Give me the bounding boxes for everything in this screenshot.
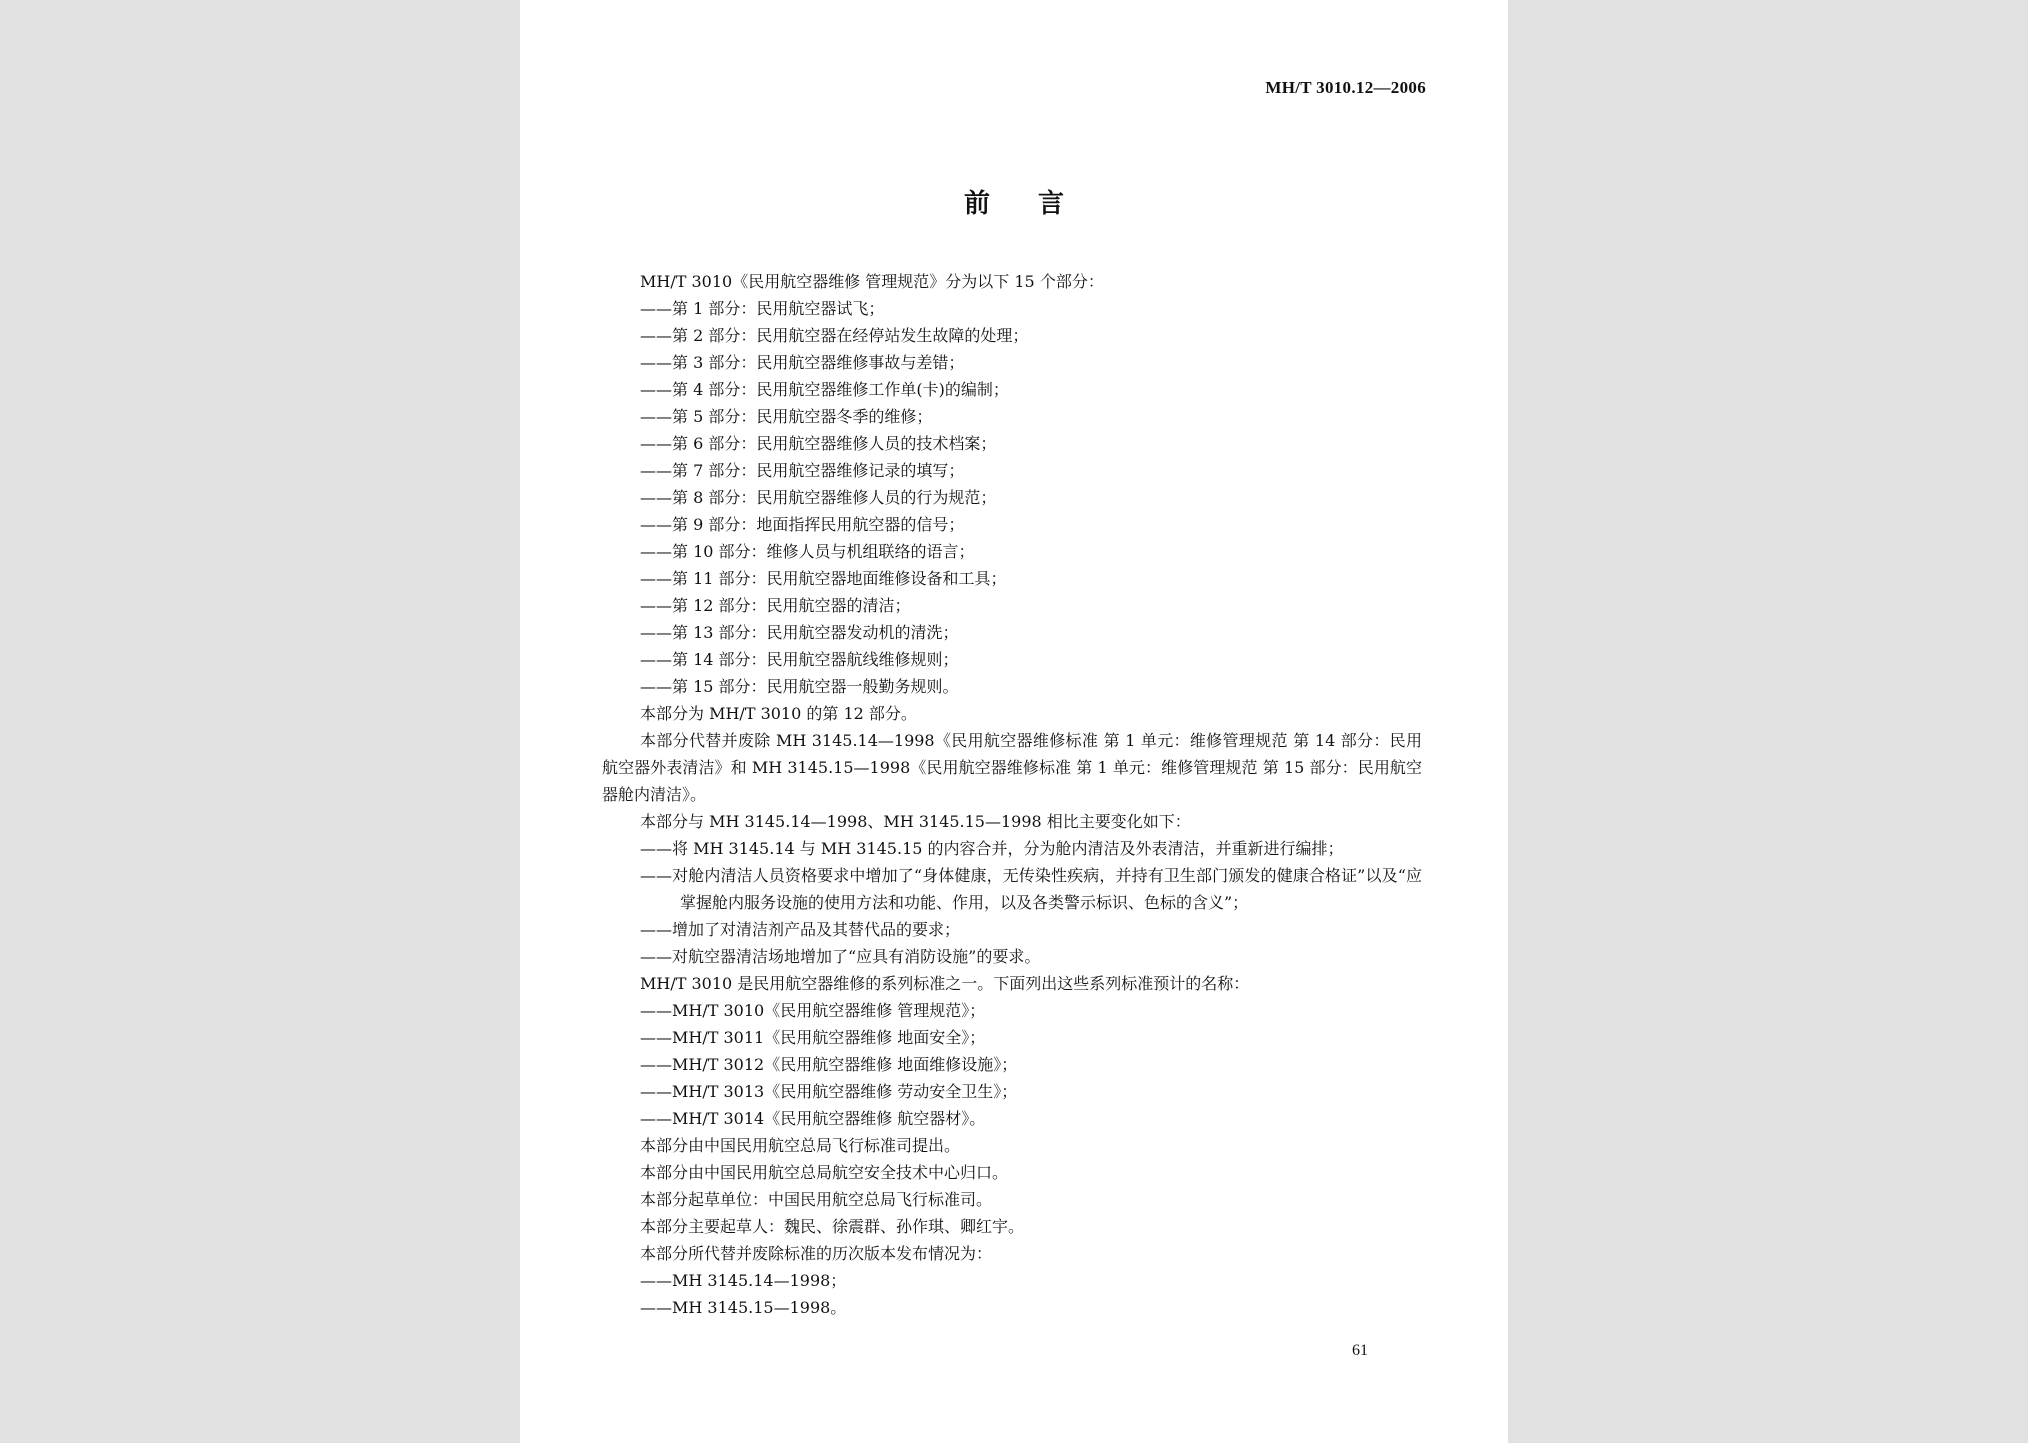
- list-item: ——MH/T 3010《民用航空器维修 管理规范》；: [640, 1001, 986, 1020]
- proposed-by: 本部分由中国民用航空总局飞行标准司提出。: [640, 1136, 961, 1155]
- series-list: [602, 997, 1422, 1132]
- list-item: ——第 12 部分：民用航空器的清洁；: [640, 596, 911, 615]
- page-title: 前言: [963, 189, 1112, 219]
- list-item: ——MH/T 3012《民用航空器维修 地面维修设施》；: [640, 1055, 1018, 1074]
- list-item: ——MH/T 3011《民用航空器维修 地面安全》；: [640, 1028, 986, 1047]
- list-item: ——第 1 部分：民用航空器试飞；: [640, 299, 885, 318]
- list-item: ——第 13 部分：民用航空器发动机的清洗；: [640, 623, 959, 642]
- foreword-body: [602, 268, 1422, 1321]
- list-item: ——MH 3145.14—1998；: [640, 1271, 847, 1290]
- this-part-paragraph: 本部分为 MH/T 3010 的第 12 部分。: [640, 704, 917, 723]
- list-item: ——第 11 部分：民用航空器地面维修设备和工具；: [640, 569, 1007, 588]
- list-item: ——增加了对清洁剂产品及其替代品的要求；: [640, 920, 961, 939]
- history-list: [602, 1267, 1422, 1321]
- replaces-paragraph: 本部分代替并废除 MH 3145.14—1998《民用航空器维修标准 第 1 单元：维修管理规范 第 14 部分：民用航空器外表清洁》和 MH 3145.15—1998《民用航空器维修标准 第 1 单元：维修管理规范 第 15 部分：民用航空器舱内清洁》。: [602, 731, 1422, 804]
- managed-by: 本部分由中国民用航空总局航空安全技术中心归口。: [640, 1163, 1009, 1182]
- document-page: [520, 0, 1508, 1443]
- changes-list: [602, 835, 1422, 970]
- series-intro: MH/T 3010 是民用航空器维修的系列标准之一。下面列出这些系列标准预计的名称：: [640, 974, 1250, 993]
- list-item: ——MH 3145.15—1998。: [640, 1298, 847, 1317]
- list-item: ——第 10 部分：维修人员与机组联络的语言；: [640, 542, 975, 561]
- list-item: ——第 7 部分：民用航空器维修记录的填写；: [640, 461, 965, 480]
- list-item: ——第 15 部分：民用航空器一般勤务规则。: [640, 677, 959, 696]
- drafters: 本部分主要起草人：魏民、徐震群、孙作琪、卿红宇。: [640, 1217, 1025, 1236]
- list-item: ——MH/T 3014《民用航空器维修 航空器材》。: [640, 1109, 986, 1128]
- list-item: ——第 6 部分：民用航空器维修人员的技术档案；: [640, 434, 997, 453]
- list-item: ——第 5 部分：民用航空器冬季的维修；: [640, 407, 933, 426]
- list-item: ——第 8 部分：民用航空器维修人员的行为规范；: [640, 488, 997, 507]
- list-item: ——第 9 部分：地面指挥民用航空器的信号；: [640, 515, 965, 534]
- list-item: ——对航空器清洁场地增加了“应具有消防设施”的要求。: [640, 947, 1041, 966]
- changes-intro: 本部分与 MH 3145.14—1998、MH 3145.15—1998 相比主要变化如下：: [640, 812, 1191, 831]
- page-number: 61: [1352, 1342, 1368, 1359]
- history-intro: 本部分所代替并废除标准的历次版本发布情况为：: [640, 1244, 993, 1263]
- list-item: ——对舱内清洁人员资格要求中增加了“身体健康，无传染性疾病，并持有卫生部门颁发的健康合格证”以及“应掌握舱内服务设施的使用方法和功能、作用，以及各类警示标识、色标的含义”；: [640, 866, 1422, 912]
- list-item: ——第 14 部分：民用航空器航线维修规则；: [640, 650, 959, 669]
- list-item: ——MH/T 3013《民用航空器维修 劳动安全卫生》；: [640, 1082, 1018, 1101]
- list-item: ——第 2 部分：民用航空器在经停站发生故障的处理；: [640, 326, 1029, 345]
- intro-paragraph: MH/T 3010《民用航空器维修 管理规范》分为以下 15 个部分：: [640, 272, 1104, 291]
- list-item: ——第 3 部分：民用航空器维修事故与差错；: [640, 353, 965, 372]
- parts-list: [602, 295, 1422, 700]
- list-item: ——第 4 部分：民用航空器维修工作单(卡)的编制；: [640, 380, 1009, 399]
- list-item: ——将 MH 3145.14 与 MH 3145.15 的内容合并，分为舱内清洁及外表清洁，并重新进行编排；: [640, 839, 1344, 858]
- drafting-unit: 本部分起草单位：中国民用航空总局飞行标准司。: [640, 1190, 993, 1209]
- standard-code: MH/T 3010.12—2006: [1265, 78, 1426, 97]
